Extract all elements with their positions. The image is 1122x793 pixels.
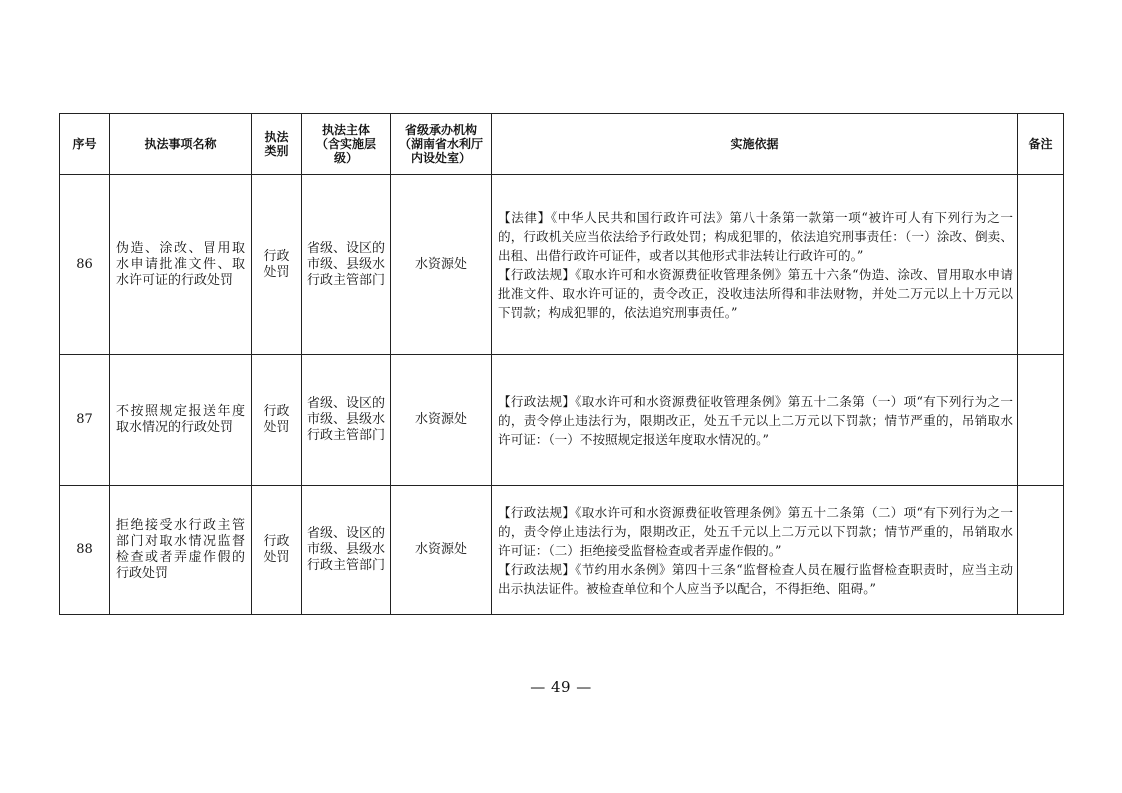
header-index: 序号 bbox=[60, 114, 110, 175]
basis-paragraph: 【行政法规】《取水许可和水资源费征收管理条例》第五十二条第（二）项“有下列行为之一的，责令停止违法行为，限期改正，处五千元以上二万元以下罚款；情节严重的，吊销取水许可证：（二）拒绝接受监督检查或者弄虚作假的。” bbox=[498, 504, 1013, 558]
header-org-text: 省级承办机构（湖南省水利厅内设处室） bbox=[398, 123, 483, 165]
row-note bbox=[1018, 175, 1064, 355]
header-body-text: 执法主体（含实施层级） bbox=[315, 123, 376, 165]
header-note: 备注 bbox=[1018, 114, 1064, 175]
row-index: 87 bbox=[60, 355, 110, 486]
row-body bbox=[302, 486, 391, 615]
header-name: 执法事项名称 bbox=[110, 114, 252, 175]
row-body-text: 省级、设区的市级、县级水行政主管部门 bbox=[307, 396, 386, 443]
row-body bbox=[302, 175, 391, 355]
row-org: 水资源处 bbox=[391, 175, 492, 355]
row-basis bbox=[492, 486, 1018, 615]
basis-paragraph: 【行政法规】《节约用水条例》第四十三条“监督检查人员在履行监督检查职责时，应当主动出示执法证件。被检查单位和个人应当予以配合，不得拒绝、阻碍。” bbox=[498, 561, 1013, 596]
row-index: 86 bbox=[60, 175, 110, 355]
row-org: 水资源处 bbox=[391, 355, 492, 486]
row-body-text: 省级、设区的市级、县级水行政主管部门 bbox=[307, 526, 386, 573]
basis-paragraph: 【行政法规】《取水许可和水资源费征收管理条例》第五十六条“伪造、涂改、冒用取水申请批准文件、取水许可证的，责令改正，没收违法所得和非法财物，并处二万元以上十万元以下罚款；构成犯罪的，依法追究刑事责任。” bbox=[498, 266, 1013, 320]
table-row bbox=[60, 486, 1064, 615]
page-number: — 49 — bbox=[530, 678, 592, 696]
table-row bbox=[60, 175, 1064, 355]
row-note bbox=[1018, 355, 1064, 486]
enforcement-table-container bbox=[59, 113, 1064, 615]
header-type bbox=[252, 114, 302, 175]
row-body-text: 省级、设区的市级、县级水行政主管部门 bbox=[307, 240, 386, 288]
row-body bbox=[302, 355, 391, 486]
header-body bbox=[302, 114, 391, 175]
row-type-text: 行政处罚 bbox=[263, 534, 290, 565]
row-type bbox=[252, 175, 302, 355]
row-basis bbox=[492, 175, 1018, 355]
row-type-text: 行政处罚 bbox=[263, 404, 290, 435]
header-type-text: 执法类别 bbox=[264, 130, 289, 158]
table-row bbox=[60, 355, 1064, 486]
row-name: 拒绝接受水行政主管部门对取水情况监督检查或者弄虚作假的行政处罚 bbox=[110, 486, 252, 615]
header-org bbox=[391, 114, 492, 175]
row-org: 水资源处 bbox=[391, 486, 492, 615]
row-name: 伪造、涂改、冒用取水申请批准文件、取水许可证的行政处罚 bbox=[110, 175, 252, 355]
row-basis bbox=[492, 355, 1018, 486]
row-index: 88 bbox=[60, 486, 110, 615]
enforcement-table bbox=[59, 113, 1064, 615]
table-header-row bbox=[60, 114, 1064, 175]
row-note bbox=[1018, 486, 1064, 615]
basis-paragraph: 【法律】《中华人民共和国行政许可法》第八十条第一款第一项“被许可人有下列行为之一的，行政机关应当依法给予行政处罚；构成犯罪的，依法追究刑事责任：（一）涂改、倒卖、出租、出借行政许可证件，或者以其他形式非法转让行政许可的。” bbox=[498, 209, 1013, 263]
basis-paragraph: 【行政法规】《取水许可和水资源费征收管理条例》第五十二条第（一）项“有下列行为之一的，责令停止违法行为，限期改正，处五千元以上二万元以下罚款；情节严重的，吊销取水许可证：（一）不按照规定报送年度取水情况的。” bbox=[498, 393, 1013, 447]
row-type-text: 行政处罚 bbox=[263, 248, 290, 280]
row-type bbox=[252, 355, 302, 486]
row-type bbox=[252, 486, 302, 615]
row-name: 不按照规定报送年度取水情况的行政处罚 bbox=[110, 355, 252, 486]
header-basis: 实施依据 bbox=[492, 114, 1018, 175]
